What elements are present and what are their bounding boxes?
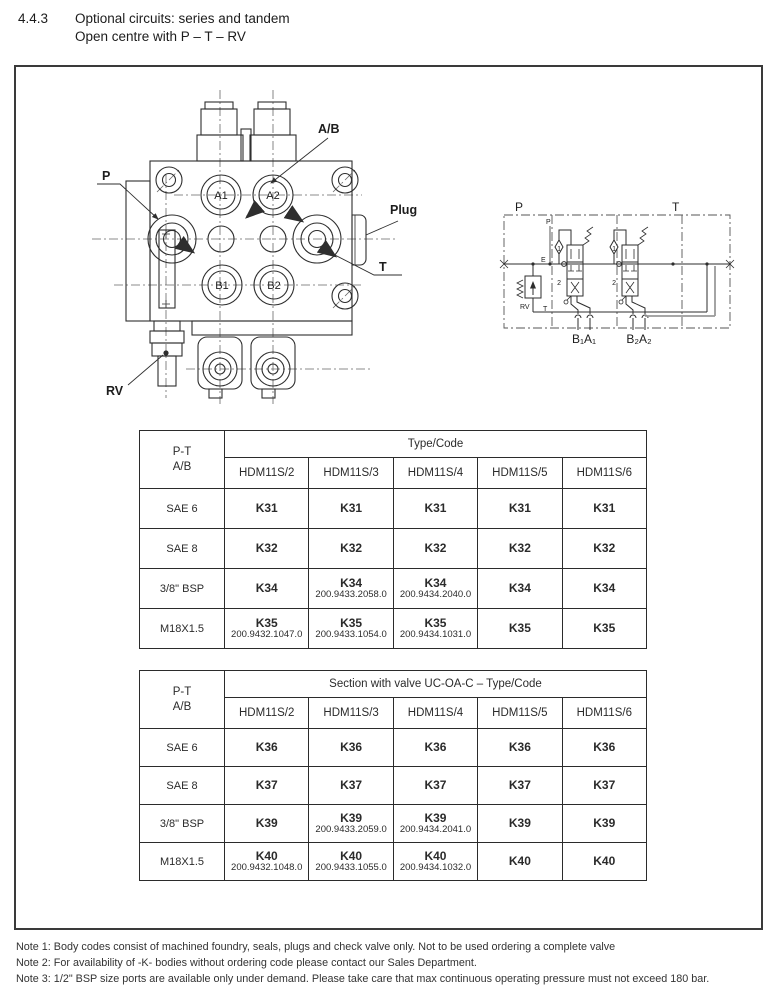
column-header: HDM11S/6 xyxy=(562,458,646,489)
mounting-holes xyxy=(156,167,358,309)
column-header: HDM11S/5 xyxy=(478,458,562,489)
schem-inner-p: P xyxy=(546,219,551,226)
row-label: SAE 8 xyxy=(140,767,225,805)
spool-valve-1-symbol xyxy=(541,219,593,330)
schem-inner-e: E xyxy=(541,257,546,264)
code-cell xyxy=(562,767,646,805)
hydraulic-circuit-schematic xyxy=(497,200,737,352)
code-cell xyxy=(309,529,393,569)
code-cell xyxy=(225,609,309,649)
part-number: 200.9434.2041.0 xyxy=(399,824,472,836)
code-cell xyxy=(562,489,646,529)
leader-lines xyxy=(97,138,402,385)
code: K40 xyxy=(508,854,531,869)
code: K34 xyxy=(424,575,447,590)
code-cell xyxy=(478,767,562,805)
code: K32 xyxy=(424,541,447,556)
code: K37 xyxy=(340,778,363,793)
table-row xyxy=(140,569,647,609)
column-header: HDM11S/4 xyxy=(393,698,477,729)
code: K31 xyxy=(255,501,278,516)
code: K35 xyxy=(593,621,616,636)
code-cell xyxy=(225,843,309,881)
title-line-2: Open centre with P – T – RV xyxy=(75,28,246,44)
code-cell xyxy=(309,489,393,529)
code-cell xyxy=(562,529,646,569)
code-cell xyxy=(478,609,562,649)
row-label: 3/8" BSP xyxy=(140,805,225,843)
code: K37 xyxy=(424,778,447,793)
table-row xyxy=(140,805,647,843)
relief-valve-adjuster xyxy=(150,321,184,386)
footnotes xyxy=(16,939,709,987)
code-cell xyxy=(393,767,477,805)
code-cell xyxy=(309,843,393,881)
code: K39 xyxy=(255,816,278,831)
code-cell xyxy=(393,843,477,881)
code-cell xyxy=(393,529,477,569)
part-number: 200.9433.1055.0 xyxy=(315,862,387,874)
t-label: T xyxy=(379,260,387,274)
code: K35 xyxy=(508,621,531,636)
code-cell xyxy=(393,609,477,649)
type-code-table xyxy=(139,430,647,649)
code: K35 xyxy=(255,615,278,630)
part-number: 200.9434.2040.0 xyxy=(399,589,472,601)
code: K31 xyxy=(340,501,363,516)
code-cell xyxy=(309,609,393,649)
plug-label: Plug xyxy=(390,203,418,217)
code: K34 xyxy=(508,581,531,596)
v2-position-2: 2 xyxy=(612,280,616,287)
code: K40 xyxy=(255,848,278,863)
code: K37 xyxy=(508,778,531,793)
code: K40 xyxy=(340,848,363,863)
code-cell xyxy=(309,767,393,805)
corner-line-1: P-T xyxy=(172,445,192,458)
code-cell xyxy=(478,529,562,569)
return-line-gray xyxy=(645,266,715,316)
column-header: HDM11S/3 xyxy=(309,458,393,489)
code: K39 xyxy=(508,816,531,831)
row-label: SAE 6 xyxy=(140,489,225,529)
column-header: HDM11S/5 xyxy=(478,698,562,729)
code-cell xyxy=(309,805,393,843)
column-header: HDM11S/3 xyxy=(309,698,393,729)
code-cell xyxy=(225,489,309,529)
uc-oa-c-table xyxy=(139,670,647,881)
code-cell xyxy=(562,805,646,843)
code-cell xyxy=(393,489,477,529)
port-a1-label: A1 xyxy=(214,190,228,202)
port-b2-label: B2 xyxy=(267,280,281,292)
port-a2-label: A2 xyxy=(266,190,280,202)
span-header: Section with valve UC-OA-C – Type/Code xyxy=(225,671,647,698)
title-line-1: Optional circuits: series and tandem xyxy=(75,11,290,26)
code: K32 xyxy=(508,541,531,556)
column-header: HDM11S/4 xyxy=(393,458,477,489)
section-title xyxy=(75,10,290,46)
b1a1-label: B₁A₁ xyxy=(571,332,597,346)
code-cell xyxy=(393,729,477,767)
code-cell xyxy=(562,609,646,649)
part-number: 200.9432.1048.0 xyxy=(231,862,303,874)
span-header: Type/Code xyxy=(225,431,647,458)
code: K40 xyxy=(593,854,616,869)
relief-valve-symbol xyxy=(517,264,541,312)
note-3: Note 3: 1/2" BSP size ports are available only under demand. Please take care that max continuous operating pressure must not exceed 180 bar. xyxy=(16,973,710,985)
v1-position-1: 1 xyxy=(557,246,561,253)
corner-line-2: A/B xyxy=(172,700,192,713)
valve-technical-drawing xyxy=(62,82,462,412)
code: K37 xyxy=(593,778,616,793)
code: K34 xyxy=(593,581,616,596)
table-row xyxy=(140,729,647,767)
code: K36 xyxy=(340,740,363,755)
section-number: 4.4.3 xyxy=(18,11,49,26)
part-number: 200.9433.2058.0 xyxy=(315,589,387,601)
code-cell xyxy=(225,805,309,843)
schematic-boundary xyxy=(504,215,730,328)
column-header: HDM11S/2 xyxy=(225,698,309,729)
row-label: M18X1.5 xyxy=(140,843,225,881)
code: K37 xyxy=(255,778,278,793)
schem-p-label: P xyxy=(515,200,524,214)
code-cell xyxy=(309,569,393,609)
v2-position-1: 1 xyxy=(612,246,616,253)
code-cell xyxy=(562,569,646,609)
schem-t-label: T xyxy=(672,200,680,214)
b2a2-label: B₂A₂ xyxy=(626,332,652,346)
code-cell xyxy=(225,569,309,609)
row-label: SAE 8 xyxy=(140,529,225,569)
row-label: 3/8" BSP xyxy=(140,569,225,609)
code: K31 xyxy=(424,501,447,516)
code: K36 xyxy=(593,740,616,755)
code-cell xyxy=(225,767,309,805)
ab-label: A/B xyxy=(318,122,340,136)
code-cell xyxy=(393,805,477,843)
corner-cell xyxy=(140,671,225,729)
table-row xyxy=(140,529,647,569)
note-1: Note 1: Body codes consist of machined foundry, seals, plugs and check valve only. Not to be used ordering a complete valve xyxy=(16,941,616,953)
code-cell xyxy=(478,805,562,843)
code-cell xyxy=(225,729,309,767)
section-heading xyxy=(18,10,290,46)
schematic-labels xyxy=(515,200,680,346)
part-number: 200.9434.1031.0 xyxy=(399,629,472,641)
code: K36 xyxy=(508,740,531,755)
row-label: M18X1.5 xyxy=(140,609,225,649)
corner-cell xyxy=(140,431,225,489)
rv-label: RV xyxy=(106,384,124,398)
part-number: 200.9433.1054.0 xyxy=(315,629,387,641)
spool-valve-2-symbol xyxy=(610,227,648,330)
code: K36 xyxy=(424,740,447,755)
table-row xyxy=(140,767,647,805)
port-b1-label: B1 xyxy=(215,280,229,292)
code-cell xyxy=(478,489,562,529)
part-number: 200.9433.2059.0 xyxy=(315,824,387,836)
note-2: Note 2: For availability of -K- bodies without ordering code please contact our Sales Department. xyxy=(16,957,477,969)
code-cell xyxy=(562,729,646,767)
code-cell xyxy=(478,729,562,767)
table-row xyxy=(140,489,647,529)
content-frame xyxy=(14,65,763,930)
drawing-labels xyxy=(102,122,417,398)
v1-position-2: 2 xyxy=(557,280,561,287)
code: K35 xyxy=(340,615,363,630)
code: K39 xyxy=(424,810,447,825)
code: K34 xyxy=(340,575,363,590)
code-cell xyxy=(478,569,562,609)
p-label: P xyxy=(102,169,111,183)
code: K39 xyxy=(593,816,616,831)
part-number: 200.9434.1032.0 xyxy=(399,862,472,874)
table-row xyxy=(140,609,647,649)
plug-fitting xyxy=(352,215,366,265)
column-header: HDM11S/6 xyxy=(562,698,646,729)
row-label: SAE 6 xyxy=(140,729,225,767)
code: K31 xyxy=(593,501,616,516)
code-cell xyxy=(478,843,562,881)
schem-inner-t: T xyxy=(543,306,548,313)
code-cell xyxy=(393,569,477,609)
code: K40 xyxy=(424,848,447,863)
code: K32 xyxy=(255,541,278,556)
ports xyxy=(148,175,341,386)
table-row xyxy=(140,843,647,881)
code-cell xyxy=(309,729,393,767)
corner-line-2: A/B xyxy=(172,460,192,473)
code: K39 xyxy=(340,810,363,825)
code: K36 xyxy=(255,740,278,755)
column-header: HDM11S/2 xyxy=(225,458,309,489)
code-cell xyxy=(225,529,309,569)
schem-rv-label: RV xyxy=(520,304,530,311)
code: K34 xyxy=(255,581,278,596)
code: K31 xyxy=(508,501,531,516)
code: K32 xyxy=(593,541,616,556)
corner-line-1: P-T xyxy=(172,685,192,698)
code: K35 xyxy=(424,615,447,630)
code: K32 xyxy=(340,541,363,556)
part-number: 200.9432.1047.0 xyxy=(231,629,303,641)
code-cell xyxy=(562,843,646,881)
